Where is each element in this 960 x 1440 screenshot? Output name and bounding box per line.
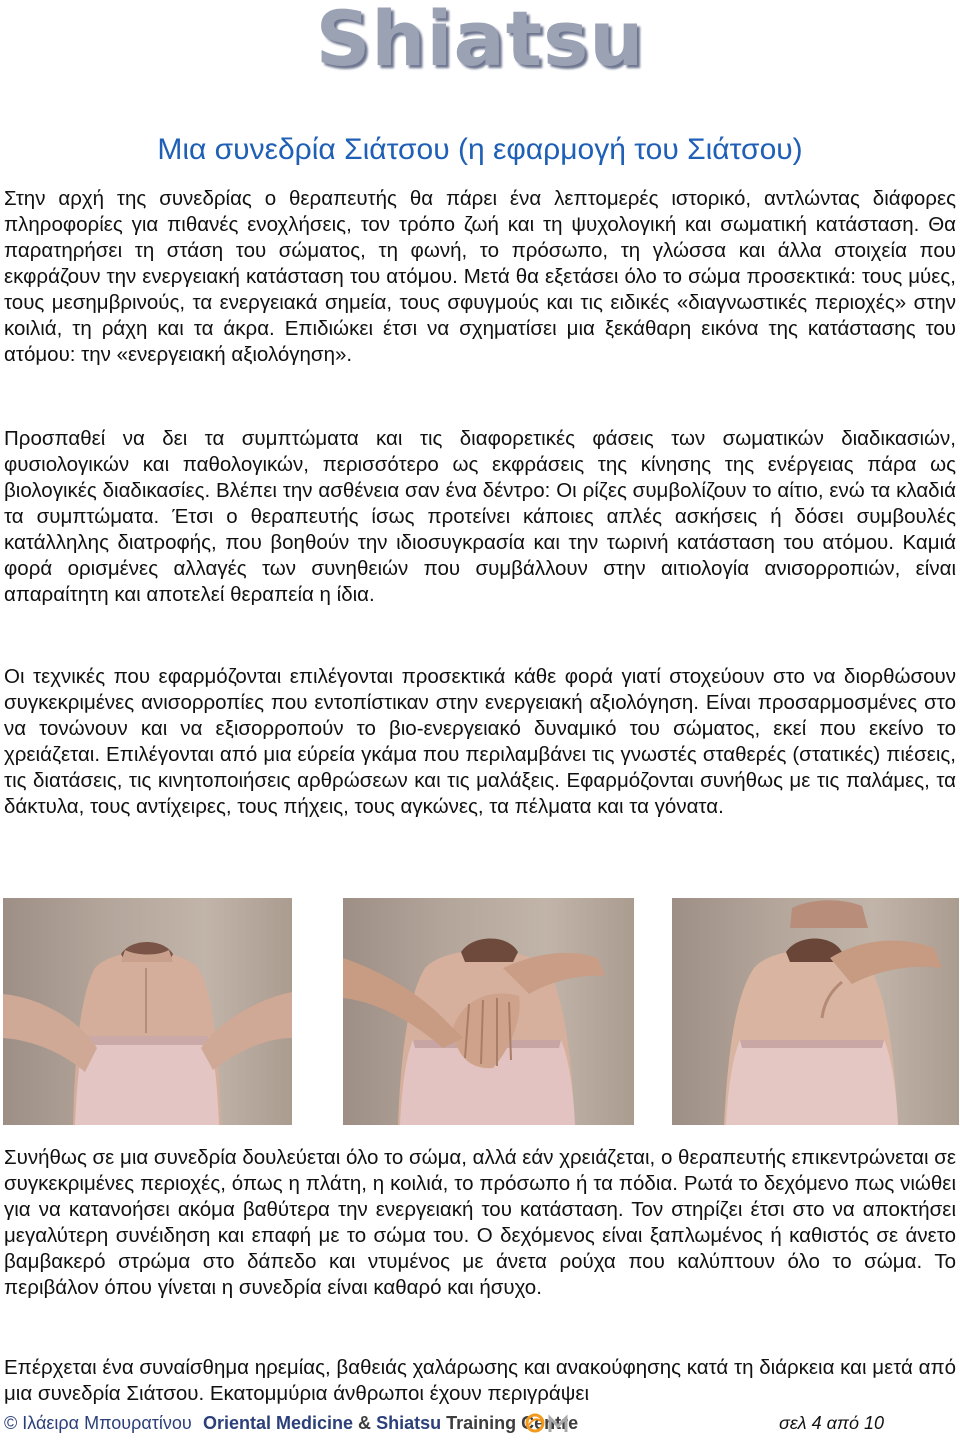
centre-logo-icon xyxy=(524,1412,604,1440)
photo-back-palpation xyxy=(3,898,292,1125)
paragraph-effects: Επέρχεται ένα συναίσθημα ηρεμίας, βαθειάς χαλάρωσης και ανακούφησης κατά τη διάρκεια και μετά από μια συνεδρία Σιάτσου. Εκατομμύρια άνθρωποι έχουν περιγράψει xyxy=(4,1356,956,1405)
page-footer xyxy=(0,1411,960,1440)
photo-shoulder-treatment xyxy=(672,898,959,1125)
footer-centre-part2: Shiatsu xyxy=(376,1413,442,1433)
footer-centre-amp: & xyxy=(353,1413,377,1433)
page-title: Μια συνεδρία Σιάτσου (η εφαρμογή του Σιάτσου) xyxy=(157,133,803,167)
paragraph-session: Συνήθως σε μια συνεδρία δουλεύεται όλο το σώμα, αλλά εάν χρειάζεται, ο θεραπευτής επικεντρώνεται σε συγκεκριμένες περιοχές, όπως η πλάτη, η κοιλιά, το πρόσωπο ή τα πόδια. Ρωτά το δεχόμενο πως νιώθει για να κατανοήσει ακόμα βαθύτερα την ενεργειακή του κατάσταση. Τον στηρίζει έτσι στο να αποκτήσει μεγαλύτερη συνέιδηση και επαφή με το σώμα του. Ο δεχόμενος είναι ξαπλωμένος ή καθιστός σε άνετο βαμβακερό στρώμα στο δάπεδο και ντυμένος με άνετα ρούχα που καλύπτουν όλο το σώμα. Το περιβάλον όπου γίνεται η συνεδρία είναι καθαρό και ήσυχο. xyxy=(4,1146,956,1299)
footer-centre-name xyxy=(203,1411,578,1435)
photo-hands-on-back xyxy=(343,898,634,1125)
paragraph-techniques: Οι τεχνικές που εφαρμόζονται επιλέγονται προσεκτικά κάθε φορά γιατί στοχεύουν στο να διορθώσουν συγκεκριμένες ανισορροπίες που εντοπίστικαν στην ενεργειακή αξιολόγηση. Είναι προσαρμοσμένες στο να τονώνουν και να εξισορροπούν το βιο-ενεργειακό δυναμικό του σώματος, εκεί που εκείνο το χρειάζεται. Επιλέγονται από μια εύρεία γκάμα που περιλαμβάνει τις γνωστές σταθερές (στατικές) πιέσεις, τις διατάσεις, τις κινητοποιήσεις αρθρώσεων και τις μαλάξεις. Εφαρμόζονται συνήθως με τις παλάμες, τα δάκτυλα, τους αντίχειρες, τους πήχεις, τους αγκώνες, τα πέλματα και τα γόνατα. xyxy=(4,665,956,818)
paragraph-assessment: Στην αρχή της συνεδρίας ο θεραπευτής θα πάρει ένα λεπτομερές ιστορικό, αντλώντας διάφορες πληροφορίες για πιθανές ενοχλήσεις, τον τρόπο ζωή και τη ψυχολογική και σωματική κατάσταση. Θα παρατηρήσει τη στάση του σώματος, τη φωνή, το πρόσωπο, τη γλώσσα και άλλα στοιχεία που εκφράζουν την ενεργειακή κατάσταση του ατόμου. Μετά θα εξετάσει όλο το σώμα προσεκτικά: τους μύες, τους μεσημβρινούς, τα ενεργειακά σημεία, τους σφυγμούς και τις ειδικές «διαγνωστικές περιοχές» στην κοιλιά, τη ράχη και τα άκρα. Επιδιώκει έτσι να σχηματίσει μια ξεκάθαρη εικόνα της κατάστασης του ατόμου: την «ενεργειακή αξιολόγηση». xyxy=(4,187,956,366)
shiatsu-logo-title: Shiatsu xyxy=(315,0,645,83)
footer-copyright: © Ιλάειρα Μπουρατίνου xyxy=(4,1413,192,1433)
paragraph-symptoms: Προσπαθεί να δει τα συμπτώματα και τις διαφορετικές φάσεις των σωματικών διαδικασιών, φυσιολογικών και παθολογικών, περισσότερο ως εκφράσεις της κίνησης της ενέργειας πάρα ως βιολογικές διαδικασίες. Βλέπει την ασθένεια σαν ένα δέντρο: Οι ρίζες συμβολίζουν το αίτιο, ενώ τα κλαδιά τα συμπτώματα. Έτσι ο θεραπευτής ίσως προτείνει κάποιες απλές ασκήσεις ή δόσει συμβουλές κατάλληλης διατροφής, που βοηθούν την ιδιοσυγκρασία και την τωρινή κατάσταση του ατόμου. Καμιά φορά ορισμένες αλλαγές των συνηθειών που συμβάλλουν στην αιτιολογία ανισορροπιών, είναι απαραίτητη και αποτελεί θεραπεία η ίδια. xyxy=(4,427,956,606)
page-number: σελ 4 από 10 xyxy=(779,1413,884,1433)
footer-centre-part1: Oriental Medicine xyxy=(203,1413,354,1433)
footer-centre-part3: Training Centre xyxy=(441,1413,579,1433)
